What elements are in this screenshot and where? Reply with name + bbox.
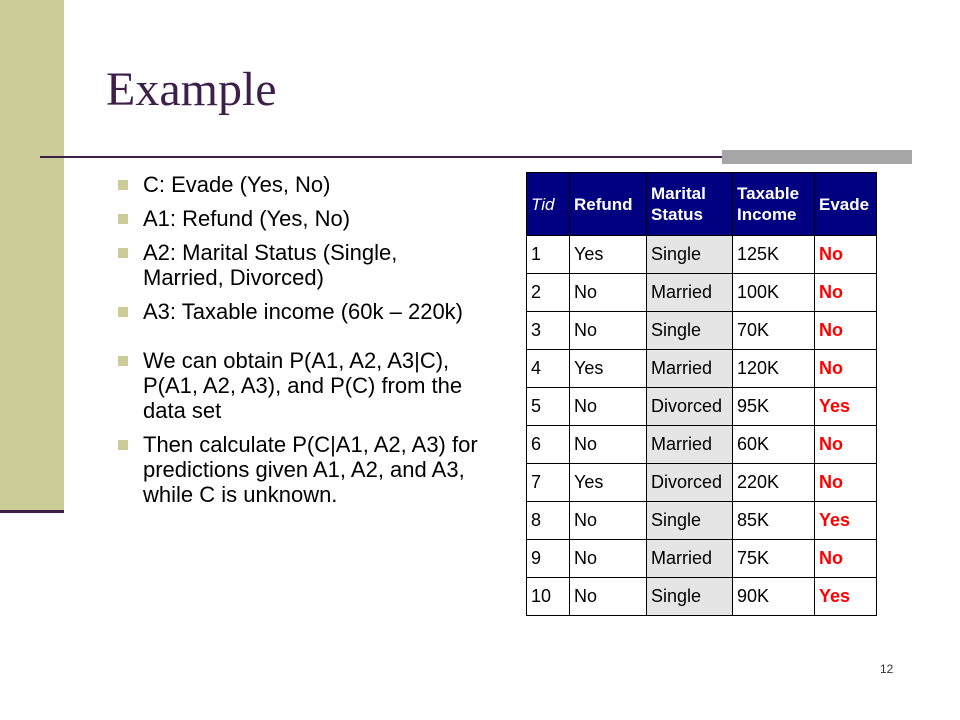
table-row xyxy=(527,578,877,616)
cell-taxable-income: 120K xyxy=(733,350,815,388)
cell-tid: 5 xyxy=(527,388,570,426)
training-data-table xyxy=(526,172,877,616)
header-refund: Refund xyxy=(570,173,647,236)
cell-refund: No xyxy=(570,312,647,350)
side-accent-bar xyxy=(0,0,64,512)
cell-marital-status: Married xyxy=(647,350,733,388)
header-marital-status xyxy=(647,173,733,236)
cell-evade: Yes xyxy=(815,502,877,540)
cell-evade: Yes xyxy=(815,578,877,616)
cell-evade: No xyxy=(815,236,877,274)
table-row xyxy=(527,350,877,388)
header-income-line2: Income xyxy=(737,205,797,224)
cell-tid: 6 xyxy=(527,426,570,464)
table-row xyxy=(527,426,877,464)
bullet-text: Then calculate P(C|A1, A2, A3) for predictions given A1, A2, and A3, while C is unknown. xyxy=(143,432,478,507)
cell-evade: Yes xyxy=(815,388,877,426)
cell-tid: 4 xyxy=(527,350,570,388)
cell-tid: 8 xyxy=(527,502,570,540)
header-evade: Evade xyxy=(815,173,877,236)
bullet-item xyxy=(118,299,478,324)
cell-marital-status: Divorced xyxy=(647,388,733,426)
header-income-line1: Taxable xyxy=(737,184,800,203)
cell-marital-status: Divorced xyxy=(647,464,733,502)
side-accent-line xyxy=(0,510,64,513)
bullet-square-icon xyxy=(118,214,128,224)
cell-taxable-income: 60K xyxy=(733,426,815,464)
cell-taxable-income: 100K xyxy=(733,274,815,312)
bullet-item xyxy=(118,432,478,507)
cell-tid: 10 xyxy=(527,578,570,616)
cell-taxable-income: 85K xyxy=(733,502,815,540)
table-row xyxy=(527,464,877,502)
cell-evade: No xyxy=(815,274,877,312)
cell-refund: No xyxy=(570,578,647,616)
cell-evade: No xyxy=(815,540,877,578)
header-tid: Tid xyxy=(527,173,570,236)
cell-marital-status: Married xyxy=(647,540,733,578)
cell-refund: No xyxy=(570,540,647,578)
cell-taxable-income: 125K xyxy=(733,236,815,274)
bullet-square-icon xyxy=(118,307,128,317)
cell-taxable-income: 70K xyxy=(733,312,815,350)
bullet-list xyxy=(118,172,478,516)
bullet-item xyxy=(118,206,478,231)
cell-tid: 1 xyxy=(527,236,570,274)
accent-block xyxy=(722,150,912,164)
bullet-item xyxy=(118,172,478,197)
cell-taxable-income: 220K xyxy=(733,464,815,502)
table-row xyxy=(527,540,877,578)
cell-refund: No xyxy=(570,388,647,426)
bullet-text: A1: Refund (Yes, No) xyxy=(143,206,351,231)
table-body xyxy=(527,236,877,616)
bullet-text: A2: Marital Status (Single, Married, Divorced) xyxy=(143,240,398,290)
cell-refund: Yes xyxy=(570,236,647,274)
header-marital-line2: Status xyxy=(651,205,703,224)
cell-taxable-income: 75K xyxy=(733,540,815,578)
cell-refund: Yes xyxy=(570,350,647,388)
cell-refund: No xyxy=(570,502,647,540)
cell-marital-status: Married xyxy=(647,274,733,312)
cell-marital-status: Single xyxy=(647,578,733,616)
cell-evade: No xyxy=(815,312,877,350)
bullet-square-icon xyxy=(118,356,128,366)
cell-tid: 7 xyxy=(527,464,570,502)
cell-refund: No xyxy=(570,426,647,464)
table-header-row xyxy=(527,173,877,236)
cell-evade: No xyxy=(815,426,877,464)
table-row xyxy=(527,502,877,540)
bullet-text: C: Evade (Yes, No) xyxy=(143,172,331,197)
slide-title: Example xyxy=(106,63,277,116)
bullet-text: A3: Taxable income (60k – 220k) xyxy=(143,299,463,324)
cell-evade: No xyxy=(815,350,877,388)
bullet-square-icon xyxy=(118,440,128,450)
cell-tid: 9 xyxy=(527,540,570,578)
cell-marital-status: Married xyxy=(647,426,733,464)
table-row xyxy=(527,274,877,312)
bullet-item xyxy=(118,240,478,290)
bullet-item xyxy=(118,348,478,423)
bullet-square-icon xyxy=(118,180,128,190)
table-row xyxy=(527,388,877,426)
cell-marital-status: Single xyxy=(647,502,733,540)
cell-refund: Yes xyxy=(570,464,647,502)
bullet-text: We can obtain P(A1, A2, A3|C), P(A1, A2, A3), and P(C) from the data set xyxy=(143,348,463,423)
cell-refund: No xyxy=(570,274,647,312)
cell-marital-status: Single xyxy=(647,312,733,350)
bullet-square-icon xyxy=(118,248,128,258)
page-number: 12 xyxy=(880,662,894,676)
cell-tid: 2 xyxy=(527,274,570,312)
cell-tid: 3 xyxy=(527,312,570,350)
cell-marital-status: Single xyxy=(647,236,733,274)
cell-taxable-income: 95K xyxy=(733,388,815,426)
header-marital-line1: Marital xyxy=(651,184,706,203)
table-row xyxy=(527,236,877,274)
cell-evade: No xyxy=(815,464,877,502)
cell-taxable-income: 90K xyxy=(733,578,815,616)
table-row xyxy=(527,312,877,350)
header-taxable-income xyxy=(733,173,815,236)
